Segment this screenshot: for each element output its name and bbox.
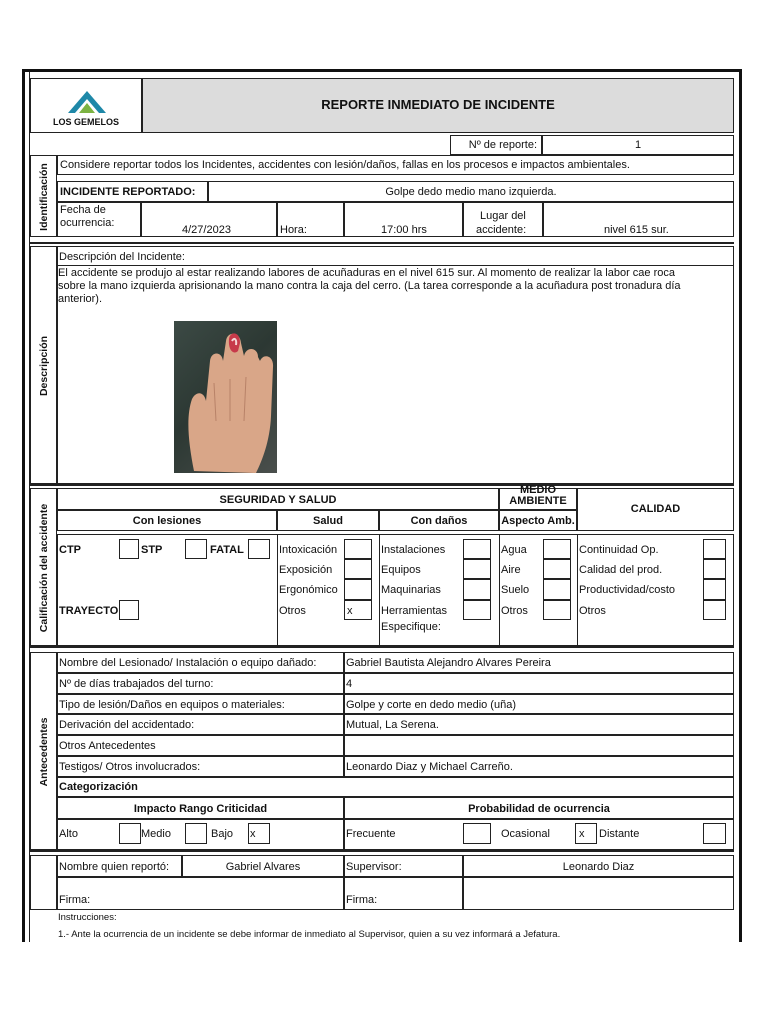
fecha-label-1: Fecha de [60,204,106,216]
section-separator [30,484,734,486]
trayecto-checkbox[interactable] [119,600,139,620]
instrucciones-title: Instrucciones: [58,912,117,923]
section-label-identificacion: Identificación [38,163,50,231]
probabilidad-header-cell [344,797,734,819]
antecedente-label-cell [57,756,344,777]
amb-checkbox-suelo[interactable] [543,579,571,600]
amb-item-agua: Agua [501,544,527,556]
notice-cell [57,155,734,175]
antecedente-label-derivacion: Derivación del accidentado: [59,719,195,731]
antecedente-value-testigos: Leonardo Diaz y Michael Carreño. [346,761,513,773]
salud-cell [277,510,379,531]
logo-text: LOS GEMELOS [53,117,120,127]
medio-ambiente-header-cell [499,484,577,510]
hora-label: Hora: [280,224,307,236]
hora-label-cell [277,202,344,237]
mountain-logo-icon [65,89,109,115]
salud-item-ergonomico: Ergonómico [279,584,338,596]
supervisor-value: Leonardo Diaz [562,861,635,873]
seguridad-header-cell [57,488,499,510]
aspecto-amb-header: Aspecto Amb. [501,515,575,527]
danos-item-equipos: Equipos [381,564,421,576]
antecedente-value-cell [344,714,734,735]
incident-value-cell [208,181,734,202]
salud-checkbox-intoxicacion[interactable] [344,539,372,559]
medio-checkbox[interactable] [185,823,207,844]
calidad-checkbox-continuidad[interactable] [703,539,726,559]
bajo-checkbox[interactable] [248,823,270,844]
calidad-item-calidad-prod: Calidad del prod. [579,564,663,576]
antecedente-value-lesionado: Gabriel Bautista Alejandro Alvares Pereira [346,657,551,669]
stp-label: STP [141,544,163,556]
medio-header-2: AMBIENTE [509,495,567,507]
firma-reporto-label: Firma: [59,894,91,906]
calidad-checkbox-otros[interactable] [703,600,726,620]
antecedente-value-tipo-lesion: Golpe y corte en dedo medio (uña) [346,699,516,711]
salud-item-intoxicacion: Intoxicación [279,544,338,556]
report-no-label-cell [450,135,542,155]
salud-header: Salud [313,515,343,527]
report-no-label: Nº de reporte: [468,139,537,151]
fecha-value: 4/27/2023 [182,224,231,236]
calidad-checkbox-productividad[interactable] [703,579,726,600]
descripcion-label: Descripción del Incidente: [59,251,185,263]
firma-supervisor-cell[interactable] [463,877,734,910]
stp-checkbox[interactable] [185,539,207,559]
supervisor-value-cell [463,855,734,877]
bajo-mark: x [250,828,256,840]
calidad-item-otros: Otros [579,605,606,617]
amb-checkbox-agua[interactable] [543,539,571,559]
medio-label: Medio [141,828,171,840]
antecedente-value-cell [344,652,734,673]
lugar-label-2: accidente: [476,224,527,236]
impacto-header-cell [57,797,344,819]
hora-value: 17:00 hrs [381,224,427,236]
distante-label: Distante [599,828,640,840]
antecedente-value-derivacion: Mutual, La Serena. [346,719,439,731]
firma-supervisor-label-cell [344,877,463,910]
antecedente-value-dias: 4 [346,678,353,690]
calidad-checkbox-calidad-prod[interactable] [703,559,726,579]
antecedente-value-cell [344,756,734,777]
ctp-label: CTP [59,544,81,556]
col-divider [379,534,380,646]
bajo-label: Bajo [211,828,234,840]
antecedente-label-testigos: Testigos/ Otros involucrados: [59,761,201,773]
danos-especifique: Especifique: [381,621,441,633]
antecedente-label-cell [57,694,344,714]
injury-photo [174,321,277,473]
section-label-antecedentes: Antecedentes [38,717,50,787]
lugar-label-1: Lugar del [480,210,526,222]
incident-value: Golpe dedo medio mano izquierda. [385,186,557,198]
probabilidad-header: Probabilidad de ocurrencia [468,803,610,815]
categorizacion-cell [57,777,734,797]
section-separator [30,646,734,648]
reporto-value-cell [182,855,344,877]
supervisor-label: Supervisor: [346,861,402,873]
danos-item-herramientas: Herramientas [381,605,448,617]
report-no-value-cell [542,135,734,155]
frecuente-label: Frecuente [346,828,396,840]
firma-reporto-cell[interactable] [57,877,344,910]
lugar-value: nivel 615 sur. [604,224,669,236]
antecedente-value-cell [344,694,734,714]
antecedente-label-cell [57,673,344,694]
distante-checkbox[interactable] [703,823,726,844]
salud-checkbox-otros[interactable] [344,600,372,620]
firma-supervisor-label: Firma: [346,894,378,906]
antecedente-label-tipo-lesion: Tipo de lesión/Daños en equipos o materiales: [59,699,285,711]
notice-text: Considere reportar todos los Incidentes, accidentes con lesión/daños, fallas en los procesos e impactos ambientales. [60,159,630,171]
salud-item-otros: Otros [279,605,306,617]
aspecto-amb-cell [499,510,577,531]
col-divider [499,534,500,646]
lugar-value-cell [543,202,734,237]
salud-otros-mark: x [347,605,353,617]
reporto-value: Gabriel Alvares [225,861,301,873]
ctp-checkbox[interactable] [119,539,139,559]
hora-value-cell [344,202,463,237]
danos-item-instalaciones: Instalaciones [381,544,446,556]
lugar-label-cell [463,202,543,237]
danos-item-maquinarias: Maquinarias [381,584,441,596]
section-side-antecedentes [30,652,57,850]
supervisor-label-cell [344,855,463,877]
antecedente-label-cell [57,714,344,735]
amb-item-aire: Aire [501,564,521,576]
con-danos-cell [379,510,499,531]
reporto-label-cell [57,855,182,877]
categorizacion-label: Categorización [59,781,138,793]
logo-cell [30,78,142,133]
danos-checkbox-instalaciones[interactable] [463,539,491,559]
report-no-value: 1 [634,139,642,151]
fatal-checkbox[interactable] [248,539,270,559]
instrucciones-line-1: 1.- Ante la ocurrencia de un incidente se debe informar de inmediato al Supervisor, quien a su vez informará a Jefatura. [58,929,561,940]
incident-label-cell [57,181,208,202]
alto-checkbox[interactable] [119,823,141,844]
antecedente-label-otros: Otros Antecedentes [59,740,156,752]
calidad-item-productividad: Productividad/costo [579,584,675,596]
page-title: REPORTE INMEDIATO DE INCIDENTE [321,97,555,112]
trayecto-label: TRAYECTO [59,605,119,617]
descripcion-label-underline [57,265,734,266]
descripcion-line-3: anterior). [58,293,103,305]
reporto-label: Nombre quien reportó: [59,861,170,873]
section-label-calificacion: Calificación del accidente [38,503,50,633]
incident-label: INCIDENTE REPORTADO: [60,186,196,198]
firmas-side [30,855,57,910]
antecedente-label-cell [57,735,344,756]
calidad-header-cell [577,488,734,531]
antecedente-value-cell [344,735,734,756]
impacto-header: Impacto Rango Criticidad [133,803,268,815]
amb-checkbox-aire[interactable] [543,559,571,579]
medio-header-1: MEDIO [519,484,557,496]
frecuente-checkbox[interactable] [463,823,491,844]
con-lesiones-cell [57,510,277,531]
col-divider [577,534,578,646]
antecedente-label-cell [57,652,344,673]
calidad-header: CALIDAD [630,503,681,515]
fecha-label-cell [57,202,141,237]
section-side-calificacion [30,488,57,646]
section-separator [30,242,734,244]
seguridad-header: SEGURIDAD Y SALUD [219,494,337,506]
fatal-label: FATAL [210,544,244,556]
antecedente-label-lesionado: Nombre del Lesionado/ Instalación o equipo dañado: [59,657,317,669]
amb-item-suelo: Suelo [501,584,530,596]
antecedente-label-dias: Nº de días trabajados del turno: [59,678,214,690]
danos-checkbox-maquinarias[interactable] [463,579,491,600]
fecha-value-cell [141,202,277,237]
salud-checkbox-exposicion[interactable] [344,559,372,579]
descripcion-line-2: sobre la mano izquierda aprisionando la mano contra la caja del cerro. (La tarea corresponde a la acuñadura post tronadura día [58,280,681,292]
danos-checkbox-equipos[interactable] [463,559,491,579]
ocasional-mark: x [579,828,585,840]
ocasional-label: Ocasional [501,828,550,840]
danos-checkbox-herramientas[interactable] [463,600,491,620]
amb-checkbox-otros[interactable] [543,600,571,620]
con-danos-header: Con daños [410,515,468,527]
fecha-label-2: ocurrencia: [60,217,115,229]
calidad-item-continuidad: Continuidad Op. [579,544,659,556]
con-lesiones-header: Con lesiones [132,515,202,527]
title-cell [142,78,734,133]
section-separator [30,850,734,852]
salud-checkbox-ergonomico[interactable] [344,579,372,600]
salud-item-exposicion: Exposición [279,564,333,576]
section-side-identificacion [30,155,57,237]
section-side-descripcion [30,246,57,484]
alto-label: Alto [59,828,78,840]
section-label-descripcion: Descripción [38,335,50,397]
col-divider [277,534,278,646]
descripcion-line-1: El accidente se produjo al estar realizando labores de acuñaduras en el nivel 615 sur. Al momento de realizar la labor cae roca [58,267,675,279]
antecedente-value-cell [344,673,734,694]
ocasional-checkbox[interactable] [575,823,597,844]
amb-item-otros: Otros [501,605,528,617]
